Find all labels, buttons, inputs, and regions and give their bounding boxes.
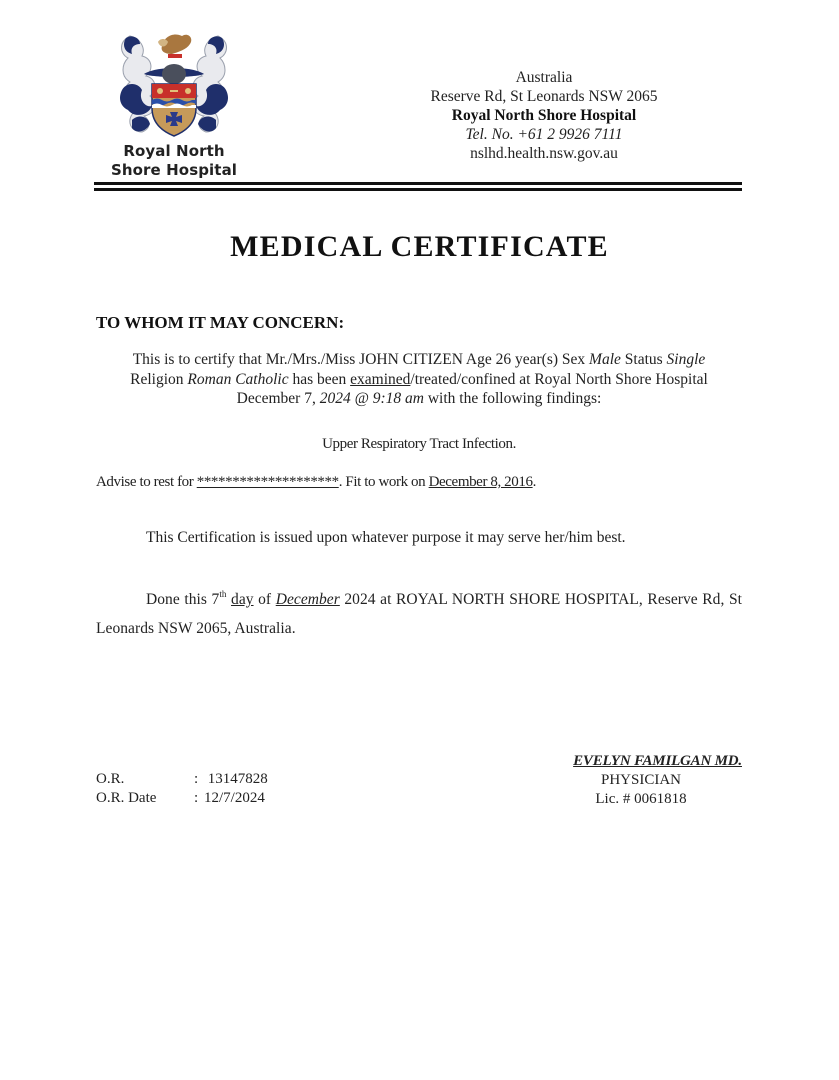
certify-text-5: /treated/confined at Royal North Shore Hospital bbox=[410, 370, 708, 388]
certification-paragraph bbox=[96, 350, 742, 409]
logo-line-1: Royal North bbox=[123, 142, 225, 160]
certify-text-7: with the following findings: bbox=[423, 390, 602, 407]
certify-text-4: has been bbox=[288, 370, 351, 388]
rest-advice bbox=[96, 474, 742, 491]
done-text-1: Done this 7 bbox=[146, 591, 220, 608]
fit-to-work-date: December 8, 2016 bbox=[428, 474, 533, 490]
hospital-name: Royal North Shore Hospital bbox=[451, 107, 637, 124]
or-separator: : bbox=[194, 771, 199, 787]
hospital-address-block bbox=[400, 68, 688, 163]
advise-middle: . Fit to work on bbox=[338, 474, 429, 490]
certification-purpose: This Certification is issued upon whatever purpose it may serve her/him best. bbox=[146, 529, 626, 546]
or-date-row bbox=[96, 789, 268, 808]
or-date: 12/7/2024 bbox=[204, 790, 265, 806]
certify-text-2: Status bbox=[620, 351, 667, 368]
advise-prefix: Advise to rest for bbox=[96, 474, 197, 490]
header-divider-bottom bbox=[94, 188, 742, 191]
country: Australia bbox=[515, 69, 573, 86]
logo-line-2: Shore Hospital bbox=[110, 161, 238, 179]
patient-status: Single bbox=[666, 351, 706, 368]
done-text-4: 2024 at ROYAL NORTH SHORE HOSPITAL, Reserve Rd, St Leonards NSW 2065, Australia. bbox=[96, 591, 742, 637]
day-suffix: th bbox=[219, 589, 227, 599]
done-text-3: of bbox=[253, 591, 276, 608]
patient-religion: Roman Catholic bbox=[187, 370, 289, 388]
logo-text bbox=[104, 142, 244, 180]
issued-statement bbox=[96, 585, 742, 643]
coat-of-arms-icon bbox=[112, 28, 236, 140]
or-number: 13147828 bbox=[204, 771, 268, 787]
certify-text-1: This is to certify that Mr./Mrs./Miss JOHN CITIZEN Age 26 year(s) Sex bbox=[132, 351, 590, 368]
official-receipt-info bbox=[96, 770, 268, 808]
hospital-logo bbox=[104, 28, 244, 180]
website: nslhd.health.nsw.gov.au bbox=[470, 145, 618, 162]
header-divider-top bbox=[94, 182, 742, 185]
physician-role: PHYSICIAN bbox=[600, 772, 681, 788]
exam-datetime: 2024 @ 9:18 am bbox=[319, 390, 424, 407]
or-date-label: O.R. Date bbox=[96, 790, 157, 806]
certify-text-6: December 7, bbox=[236, 390, 320, 407]
physician-signature-block bbox=[540, 752, 742, 809]
day-word: day bbox=[231, 591, 254, 608]
document-title: MEDICAL CERTIFICATE bbox=[230, 230, 609, 263]
salutation: TO WHOM IT MAY CONCERN: bbox=[96, 313, 345, 332]
physician-license: Lic. # 0061818 bbox=[595, 791, 687, 807]
diagnosis-finding: Upper Respiratory Tract Infection. bbox=[322, 436, 516, 452]
examined-option: examined bbox=[350, 370, 411, 388]
patient-sex: Male bbox=[589, 351, 621, 368]
rest-period: ******************** bbox=[196, 474, 339, 490]
or-date-separator: : bbox=[194, 790, 199, 806]
physician-name: EVELYN FAMILGAN MD. bbox=[573, 753, 742, 769]
or-label: O.R. bbox=[96, 771, 125, 787]
issue-month: December bbox=[275, 591, 340, 608]
advise-suffix: . bbox=[532, 474, 536, 490]
or-number-row bbox=[96, 770, 268, 789]
telephone: Tel. No. +61 2 9926 7111 bbox=[465, 126, 623, 143]
certify-text-3: Religion bbox=[130, 370, 188, 388]
street-address: Reserve Rd, St Leonards NSW 2065 bbox=[430, 88, 658, 105]
